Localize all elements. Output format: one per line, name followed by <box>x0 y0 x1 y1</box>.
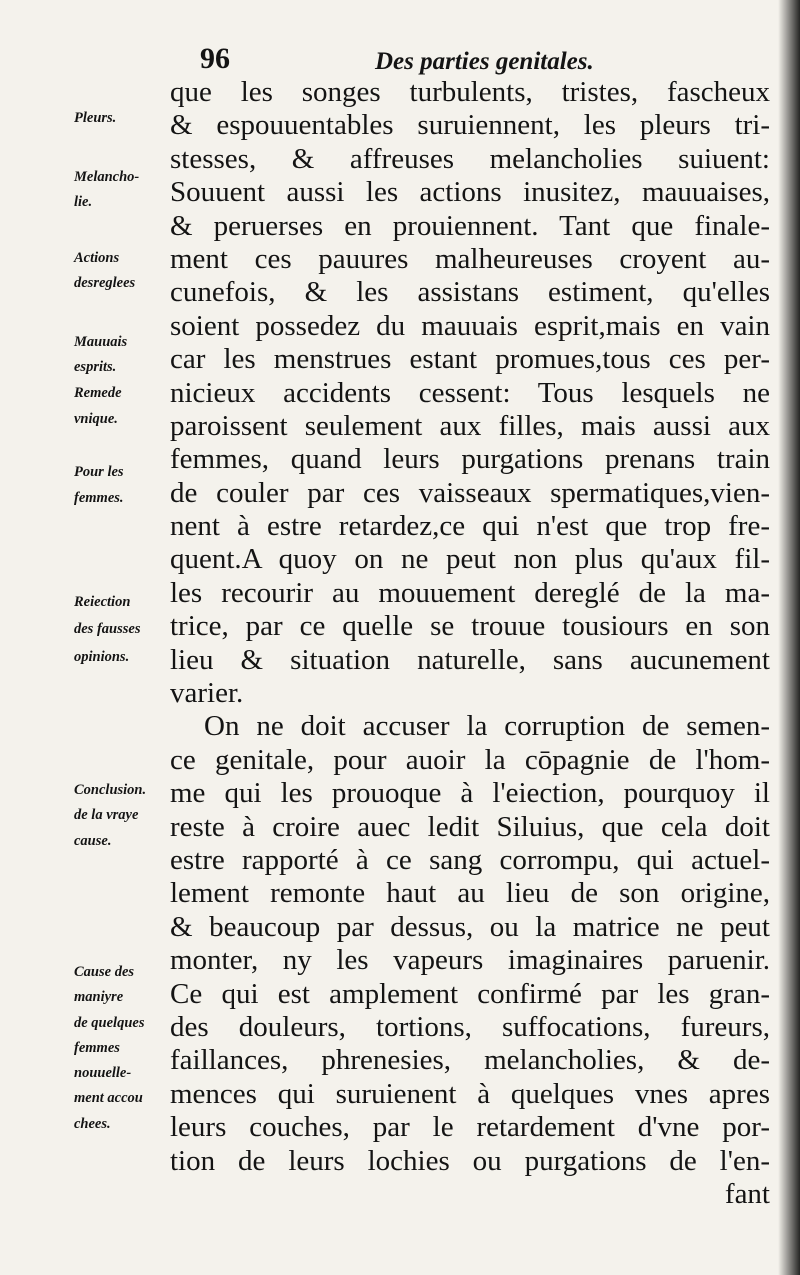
text-line: & espouuentables suruiennent, les pleurs tri- <box>170 109 770 142</box>
text-line: nicieux accidents cessent: Tous lesquels ne <box>170 376 770 409</box>
margin-note: Cause des <box>74 964 135 980</box>
margin-note: Pleurs. <box>74 110 117 126</box>
text-line: me qui les prouoque à l'eiection, pourquoy il <box>170 777 770 810</box>
text-line: car les menstrues estant promues,tous ces per- <box>170 343 770 376</box>
text-line: monter, ny les vapeurs imaginaires paruenir. <box>170 944 770 977</box>
text-line: lieu & situation naturelle, sans aucunement <box>170 643 770 676</box>
catchword: fant <box>724 1177 770 1210</box>
text-line: Ce qui est amplement confirmé par les gran- <box>170 977 770 1010</box>
margin-note: lie. <box>74 194 93 210</box>
main-text <box>170 76 770 1211</box>
margin-note: maniyre <box>74 989 124 1005</box>
margin-note: nouuelle- <box>74 1065 132 1081</box>
margin-note: cause. <box>74 833 112 849</box>
margin-note: Pour les <box>74 464 124 480</box>
text-line: reste à croire auec ledit Siluius, que cela doit <box>170 810 770 843</box>
page-number: 96 <box>200 42 230 75</box>
text-line: paroissent seulement aux filles, mais aussi aux <box>170 409 770 442</box>
text-line: les recourir au mouuement dereglé de la ma- <box>170 576 770 609</box>
text-line: ce genitale, pour auoir la cōpagnie de l'hom- <box>170 743 770 776</box>
text-line: tion de leurs lochies ou purgations de l'en- <box>170 1144 770 1177</box>
text-line: & peruerses en prouiennent. Tant que finale- <box>170 209 770 242</box>
margin-note: de la vraye <box>74 807 139 823</box>
text-line: & beaucoup par dessus, ou la matrice ne peut <box>170 910 770 943</box>
text-line: mences qui suruienent à quelques vnes apres <box>170 1077 770 1110</box>
margin-note: Conclusion. <box>74 782 147 798</box>
text-line: stesses, & affreuses melancholies suiuent: <box>170 142 770 175</box>
margin-note: vnique. <box>74 411 118 427</box>
text-line: Souuent aussi les actions inusitez, mauuaises, <box>170 176 770 209</box>
text-line: des douleurs, tortions, suffocations, fureurs, <box>170 1010 770 1043</box>
text-line: faillances, phrenesies, melancholies, & de- <box>170 1044 770 1077</box>
margin-note: desreglees <box>74 275 136 291</box>
text-line: que les songes turbulents, tristes, fascheux <box>170 76 770 108</box>
margin-notes <box>0 0 190 1275</box>
margin-note: Remede <box>74 385 122 401</box>
page-edge-shadow <box>778 0 800 1275</box>
margin-note: ment accou <box>74 1090 143 1106</box>
text-line: On ne doit accuser la corruption de semen- <box>204 710 770 743</box>
margin-note: Actions <box>74 250 120 266</box>
text-line: femmes, quand leurs purgations prenans train <box>170 443 770 476</box>
text-line: lement remonte haut au lieu de son origine, <box>170 877 770 910</box>
text-line: leurs couches, par le retardement d'vne por- <box>170 1111 770 1144</box>
running-title: Des parties genitales. <box>375 48 594 75</box>
text-line: nent à estre retardez,ce qui n'est que trop fre- <box>170 510 770 543</box>
margin-note: des fausses <box>74 621 141 637</box>
text-line: ment ces pauures malheureuses croyent au- <box>170 242 770 275</box>
text-line: soient possedez du mauuais esprit,mais en vain <box>170 309 770 342</box>
margin-note: de quelques <box>74 1015 145 1031</box>
margin-note: femmes. <box>74 490 124 506</box>
text-line: estre rapporté à ce sang corrompu, qui actuel- <box>170 843 770 876</box>
margin-note: chees. <box>74 1116 111 1132</box>
margin-note: femmes <box>74 1040 120 1056</box>
margin-note: Mauuais <box>74 334 128 350</box>
text-line: trice, par ce quelle se trouue tousiours en son <box>170 610 770 643</box>
text-line: de couler par ces vaisseaux spermatiques,vien- <box>170 476 770 509</box>
margin-note: opinions. <box>74 649 130 665</box>
margin-note: Melancho- <box>74 169 140 185</box>
margin-note: esprits. <box>74 359 117 375</box>
text-line: cunefois, & les assistans estiment, qu'elles <box>170 276 770 309</box>
margin-note: Reiection <box>74 594 131 610</box>
text-line: quent.A quoy on ne peut non plus qu'aux fil- <box>170 543 770 576</box>
text-line: varier. <box>170 677 244 710</box>
